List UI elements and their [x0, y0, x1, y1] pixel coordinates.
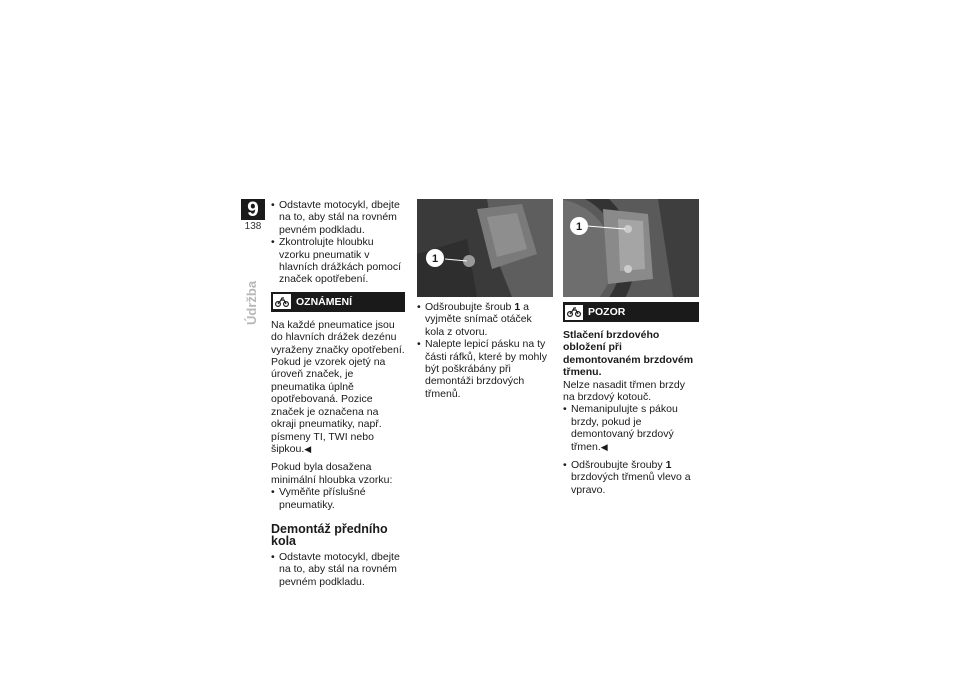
paragraph: Pokud byla dosažena minimální hloubka vzorku:	[271, 461, 393, 486]
list-item: • Nemanipulujte s pákou brzdy, pokud je demontovaný brzdový třmen.◀	[563, 403, 699, 453]
end-mark-icon: ◀	[304, 443, 312, 454]
photo-label: 1	[575, 221, 583, 233]
photo-label: 1	[431, 253, 439, 265]
notice-title: OZNÁMENÍ	[296, 295, 352, 308]
warning-text: Nelze nasadit třmen brzdy na brzdový kotouč.	[563, 378, 685, 404]
caliper-photo	[563, 199, 699, 297]
step-list	[563, 403, 699, 453]
step-list	[271, 486, 405, 511]
column-left	[271, 199, 405, 594]
warning-heading: Stlačení brzdového obložení při demontovaném brzdovém třmenu.	[563, 329, 694, 379]
chapter-title: Údržba	[244, 280, 259, 325]
chapter-badge	[241, 199, 265, 234]
warning-title: POZOR	[588, 305, 626, 318]
column-middle	[417, 199, 553, 406]
notice-text: Na každé pneumatice jsou do hlavních drážek dezénu vyraženy značky opotřebení. Pokud je vzorek ojetý na úroveň značek, je pneumatika úplně opotřebovaná. Pozice značek je označena na okraji pneumatiky, např. písmeny TI, TWI nebo šipkou.◀	[271, 318, 405, 455]
step-list	[563, 459, 699, 496]
motorcycle-icon	[273, 294, 291, 309]
end-mark-icon: ◀	[600, 441, 608, 452]
step-list	[271, 551, 405, 588]
list-item: • Vyměňte příslušné pneumatiky.	[271, 486, 405, 511]
notice-bar	[271, 292, 405, 312]
warning-bar	[563, 302, 699, 322]
sensor-photo	[417, 199, 553, 297]
column-right	[563, 199, 699, 502]
list-item: • Nalepte lepicí pásku na ty části ráfků, které by mohly být poškrábány při demontáži brzdových třmenů.	[417, 338, 553, 400]
list-item: • Zkontrolujte hloubku vzorku pneumatik v hlavních drážkách pomocí značek opotřebení.	[271, 236, 405, 286]
chapter-number: 9	[241, 199, 265, 220]
list-item: • Odstavte motocykl, dbejte na to, aby stál na rovném pevném podkladu.	[271, 551, 405, 588]
section-heading: Demontáž předního kola	[271, 521, 388, 549]
step-list	[271, 199, 405, 286]
list-item: • Odšroubujte šroub 1 a vyjměte snímač otáček kola z otvoru.	[417, 301, 553, 338]
list-item: • Odšroubujte šrouby 1 brzdových třmenů vlevo a vpravo.	[563, 459, 699, 496]
list-item: • Odstavte motocykl, dbejte na to, aby stál na rovném pevném podkladu.	[271, 199, 405, 236]
page-number: 138	[244, 221, 262, 232]
motorcycle-icon	[565, 305, 583, 320]
step-list	[417, 301, 553, 400]
